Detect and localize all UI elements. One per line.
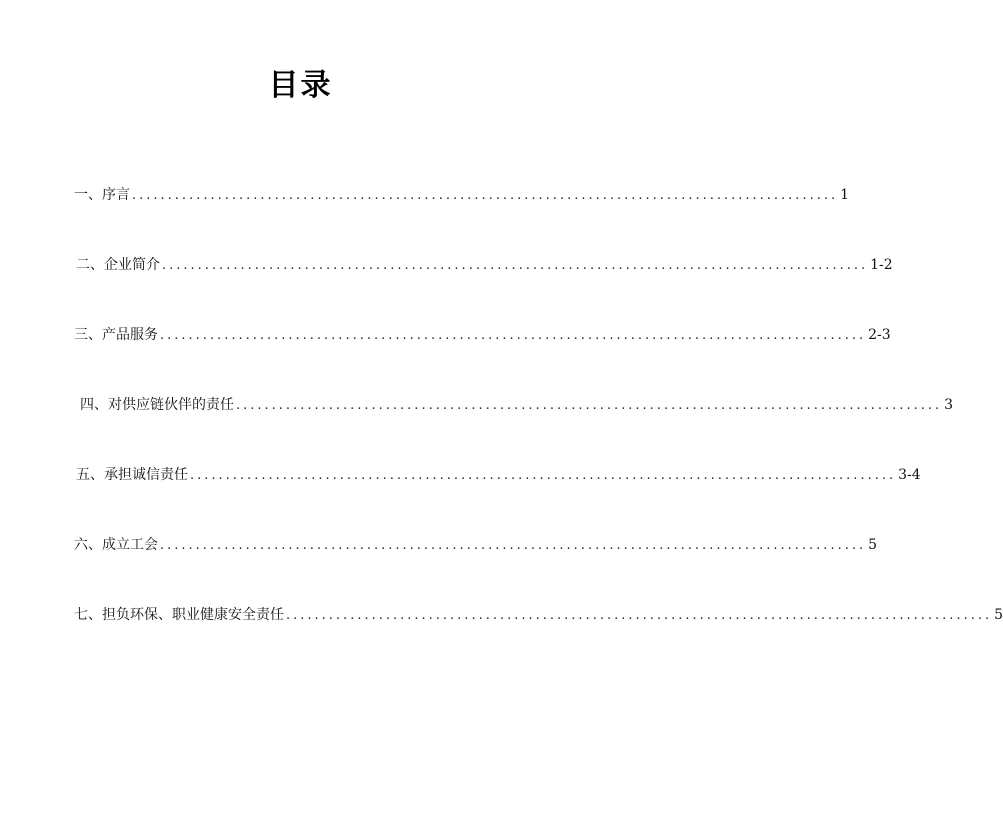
toc-entry-label: 四、对供应链伙伴的责任	[80, 397, 234, 413]
toc-entry-5	[76, 466, 921, 485]
toc-entry-page: 3	[944, 397, 954, 413]
toc-dot-leader: ...................................................................................................	[286, 608, 993, 623]
toc-entry-label: 一、序言	[74, 187, 130, 203]
toc-dot-leader: ...................................................................................................	[190, 468, 897, 483]
toc-entry-label: 五、承担诚信责任	[76, 467, 188, 483]
toc-entry-3	[74, 326, 891, 345]
toc-entry-label: 六、成立工会	[74, 537, 158, 553]
toc-dot-leader: ...................................................................................................	[160, 538, 867, 553]
toc-entry-1	[74, 186, 850, 205]
toc-entry-label: 三、产品服务	[74, 327, 158, 343]
toc-dot-leader: ...................................................................................................	[162, 258, 869, 273]
toc-entry-2	[76, 256, 893, 275]
toc-entry-page: 1-2	[870, 257, 893, 273]
toc-entry-4	[80, 396, 954, 415]
toc-entry-6	[74, 536, 878, 555]
page-title: 目录	[268, 68, 333, 103]
toc-dot-leader: ...................................................................................................	[236, 398, 943, 413]
toc-dot-leader: ...................................................................................................	[160, 328, 867, 343]
toc-entry-page: 3-4	[898, 467, 921, 483]
toc-entry-page: 5	[868, 537, 878, 553]
toc-entry-page: 5	[994, 607, 1003, 623]
toc-dot-leader: ...................................................................................................	[132, 188, 839, 203]
toc-entry-page: 2-3	[868, 327, 891, 343]
toc-entry-page: 1	[840, 187, 850, 203]
toc-entry-7	[74, 606, 1003, 625]
toc-entry-label: 七、担负环保、职业健康安全责任	[74, 607, 284, 623]
toc-entry-label: 二、企业简介	[76, 257, 160, 273]
